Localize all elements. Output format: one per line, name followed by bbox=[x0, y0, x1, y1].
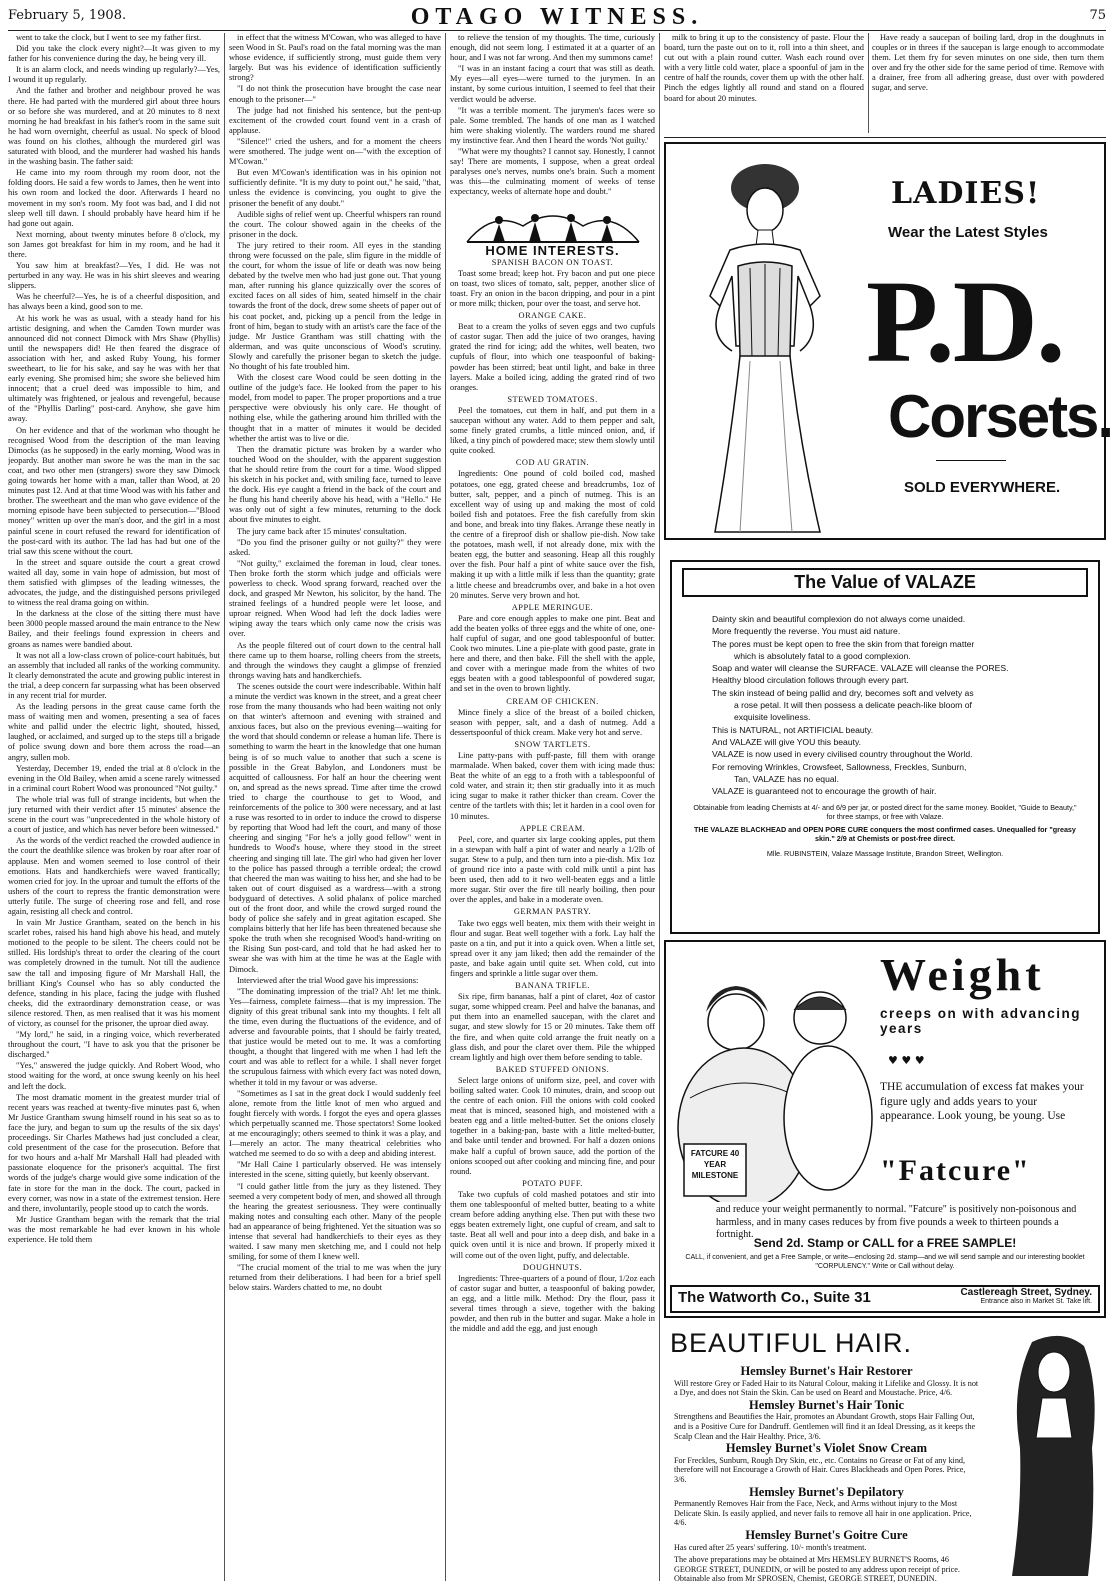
valaze-line: The skin instead of being pallid and dry, becomes soft and velvety as bbox=[712, 687, 974, 698]
fatcure-ad bbox=[664, 940, 1106, 1318]
section-rule bbox=[664, 137, 1106, 138]
company-name: The Watworth Co., Suite 31 bbox=[678, 1289, 871, 1306]
corset-lady-illustration bbox=[670, 146, 870, 536]
free-sample-offer: Send 2d. Stamp or CALL for a FREE SAMPLE! bbox=[753, 1236, 1017, 1250]
article-paragraph: "Do you find the prisoner guilty or not guilty?" they were asked. bbox=[229, 537, 441, 557]
article-paragraph: Audible sighs of relief went up. Cheerful whispers ran round the court. The colour showed again in the cheeks of the prisoner in the dock. bbox=[229, 209, 441, 239]
hair-ad-body bbox=[674, 1364, 979, 1584]
article-paragraph: But even M'Cowan's identification was in his opinion not sufficiently definite. "It is my duty to point out," he said, "that, unless the evidence is convincing, you ought to give the prisoner the benefit of any doubt." bbox=[229, 168, 441, 208]
article-paragraph: You saw him at breakfast?—Yes, I did. He was not perturbed in any way. He was in his shirt sleeves and wearing slippers. bbox=[8, 261, 220, 291]
article-paragraph: The whole trial was full of strange incidents, but when the jury returned with their verdict after 15 minutes' absence the scene in the court was "unprecedented in the whole history of a court of justice, and which has never before been witnessed." bbox=[8, 794, 220, 835]
hair-ad-chemist: Obtainable also from Mr SPROSEN, Chemist, GEORGE STREET, DUNEDIN. bbox=[674, 1574, 937, 1584]
issue-date: February 5, 1908. bbox=[8, 8, 127, 23]
pd-corsets-ad bbox=[664, 142, 1113, 540]
doughnut-text-part2: Have ready a saucepan of boiling lard, drop in the doughnuts in couples or in threes if the saucepan is large enough to accommodate them. Let them fry for seven minutes on one side, then turn them over and fry the other side for the same period of time. Remove with a drainer, free from all adhering grease, dust over with powdered sugar, and serve. bbox=[872, 33, 1104, 93]
article-paragraph: Mr Justice Grantham began with the remark that the trial was the most remarkable he had ever known in his whole experience. He told them bbox=[8, 1214, 220, 1244]
doughnut-text-part1: milk to bring it up to the consistency of paste. Flour the board, turn the paste out on to it, roll into a thin sheet, and cut out with a plain round cutter. Wash each round over with a very little cold water, place a spoonful of jam in the centre of half the rounds, cover them up with the other half. Pinch the edges lightly all round and stand on a floured board for about 20 minutes. bbox=[664, 33, 864, 103]
article-paragraph: With the closest care Wood could be seen dotting in the outline of the judge's face. He looked from the paper to his model, from model to paper. The proper proportions and a true perspective were obviously his only care. He thought of nothing else, while the gathering around him thrilled with the thought that in a matter of minutes it would be decided whether the artist was to live or die. bbox=[229, 373, 441, 443]
recipe-title: BANANA TRIFLE. bbox=[515, 981, 590, 991]
recipe-text: Beat to a cream the yolks of seven eggs and two cupfuls of castor sugar. Then add the juice of two oranges, having grated the rind for icing; add the whites, well beaten, two cupfuls of flour, into which one teaspoonful of baking-powder has been stirred; beat until light, and bake in three layers. Make a boiled icing, adding the grated rind of two oranges. bbox=[450, 322, 655, 392]
valaze-body bbox=[712, 613, 1070, 797]
column-divider bbox=[224, 33, 225, 1581]
recipe-title: GERMAN PASTRY. bbox=[513, 907, 592, 917]
recipe-title: CREAM OF CHICKEN. bbox=[506, 696, 599, 706]
article-paragraph: "Silence!" cried the ushers, and for a moment the cheers were smothered. The judge went on—"with the exception of M'Cowan." bbox=[229, 136, 441, 167]
article-paragraph: The judge had not finished his sentence, but the pent-up excitement of the crowded court found vent in a crash of applause. bbox=[229, 105, 441, 135]
article-paragraph: "The dominating impression of the trial? Ah! let me think. Yes—fairness, complete fairness—that is my impression. The dignity of this great tribunal sank into my thoughts. I felt all the time, even during the fluctuations of the evidence, and of adverse and favourable points, that I should be fairly treated, that justice would be meted out to me. It was a comforting thought, a thought that lingered with me when I had left the court and was able to reflect for a while. I shall never forget the scrupulous fairness with which every fact was noted down, whether it told in my favour or was adverse. bbox=[229, 986, 441, 1087]
recipe-text: Ingredients: Three-quarters of a pound of flour, 1/2oz each of castor sugar and butter, a teaspoonful of baking powder, an egg, and a little milk. Method: Dry the flour, pass it several times through a sieve, together with the baking powder, and then rub in the butter and sugar. Make a hole in the middle and add the egg, and just enough bbox=[450, 1273, 655, 1334]
fatcure-address-bar bbox=[670, 1285, 1100, 1313]
recipe-text: Mince finely a slice of the breast of a boiled chicken, season with pepper, salt, and a dash of nutmeg. Add a dessertspoonful of thick cream. Make very hot and serve. bbox=[450, 707, 655, 737]
sold-everywhere: SOLD EVERYWHERE. bbox=[904, 479, 1061, 496]
ornament-hearts: ♥ ♥ ♥ bbox=[888, 1054, 925, 1067]
fatcure-brand: "Fatcure" bbox=[880, 1154, 1031, 1187]
recipe-title: APPLE MERINGUE. bbox=[511, 602, 594, 612]
entrance-note: Entrance also in Market St. Take lift. bbox=[980, 1298, 1092, 1305]
valaze-line: For removing Wrinkles, Crowsfeet, Sallowness, Freckles, Sunburn, bbox=[712, 761, 967, 772]
corsets-word: Corsets. bbox=[888, 383, 1113, 450]
article-paragraph: On her evidence and that of the workman who thought he recognised Wood from the description of the man leaving Dimocks (as he supposed) in the early morning, Wood was in jeopardy. But another man swore he was the man in the sac coat, and two other men (strangers) swore they saw Dimock going towards her home with a man, taller than Wood, at 20 minutes past 12. And at that time Wood was with his father and brother. The sweetheart and the man who gave evidence of the morning episode have been subjected to persecution—"Blood money" written up over the man's door, and the girl in a most painful scene in court refused the reward for identification of the post-card with its author. The lad has had but one of the trial saw this scene without the court. bbox=[8, 425, 220, 556]
recipe-text: Six ripe, firm bananas, half a pint of claret, 4oz of castor sugar, some whipped cream. Peel and halve the bananas, and put them into an enamelled saucepan, with the claret and sugar, and stew slowly for 15 or 20 minutes. Take them off the fire, and when quite cold arrange the fruit neatly on a glass dish, and pour the claret over them. Pile the whipped cream lightly and high over them before sending to table. bbox=[450, 992, 655, 1062]
product-name: Hemsley Burnet's Hair Tonic bbox=[749, 1397, 904, 1412]
product-name: Hemsley Burnet's Depilatory bbox=[749, 1484, 904, 1499]
article-paragraph: to relieve the tension of my thoughts. The time, curiously enough, did not seem long. I estimated it at a quarter of an hour, and I was not far wrong. And then my summons came! bbox=[450, 33, 655, 63]
hair-ad-title: BEAUTIFUL HAIR. bbox=[670, 1328, 913, 1358]
product-name: Hemsley Burnet's Violet Snow Cream bbox=[725, 1441, 928, 1456]
article-paragraph: "I do not think the prosecution have brought the case near enough to the prisoner—" bbox=[229, 84, 441, 104]
recipe-title: DOUGHNUTS. bbox=[522, 1262, 583, 1272]
article-paragraph: Yesterday, December 19, ended the trial at 8 o'clock in the evening in the Old Bailey, when amid a scene rarely witnessed in a criminal court Robert Wood was pronounced "Not guilty." bbox=[8, 763, 220, 793]
domestic-scene-ornament bbox=[463, 202, 643, 246]
valaze-line: which is absolutely fatal to a good complexion. bbox=[734, 650, 911, 661]
recipe-text: Peel the tomatoes, cut them in half, and put them in a saucepan without any water. Add to them pepper and salt, some finely grated crumbs, a little minced onion, and, if liked, a tiny pinch of powdered mace; stew them slowly until quite cooked. bbox=[450, 405, 655, 456]
column-divider bbox=[868, 33, 869, 133]
article-paragraph: In vain Mr Justice Grantham, seated on the bench in his scarlet robes, raised his hand high above his head, and mutely motioned to the people to be silent. The cheers could not be stilled. His lordship's threat to order the clearing of the court was completely drowned in the tumult. Not till the audience saw the tall and imposing figure of Mr Marshall Hall, the brilliant King's Counsel who has so ably conducted the defence, standing in his place, facing the judge with flushed cheeks, did the extraordinary demonstration cease, or was silence restored. Then, as men realised that it was his moment of victory, as counsel for the prisoner, the uproar died away. bbox=[8, 918, 220, 1028]
recipe-text: Take two cupfuls of cold mashed potatoes and stir into them one tablespoonful of melted butter, beating to a white cream before adding anything else. Then put with these two eggs beaten extremely light, one cupful of cream, and salt to taste. Beat all well and pour into a deep dish, and bake in a quick oven until it is nice and brown. If properly mixed it will come out of the oven light, puffy, and delectable. bbox=[450, 1189, 655, 1260]
product-description: Has cured after 25 years' suffering. 10/- month's treatment. bbox=[674, 1542, 867, 1552]
ornament-rule bbox=[936, 460, 1006, 461]
article-paragraph: "The crucial moment of the trial to me was when the jury returned from their deliberations. I had been for a brief spell below stairs. Warders chatted to me, no doubt bbox=[229, 1263, 441, 1293]
article-paragraph: And the father and brother and neighbour proved he was there. He had parted with the murdered girl about three hours or so before she was murdered, and at 20 minutes to 8 next morning he had breakfast in his father's room in the same suit he had worn overnight, cheerful as usual. No speck of blood was found on his clothes, although the murdered girl was saturated with blood, and the murderer had washed his hands in the washing basin. The father said: bbox=[8, 86, 220, 167]
valaze-title: The Value of VALAZE bbox=[682, 568, 1088, 597]
recipe-title: SPANISH BACON ON TOAST. bbox=[491, 257, 614, 267]
creeps-line: creeps on with advancing years bbox=[880, 1006, 1082, 1036]
ladies-heading: LADIES! bbox=[891, 176, 1041, 211]
valaze-ad bbox=[670, 560, 1100, 934]
page-number: 75 bbox=[1089, 8, 1106, 23]
header-rule bbox=[8, 30, 1106, 31]
article-paragraph: "Not guilty," exclaimed the foreman in loud, clear tones. Then broke forth the storm which judge and officials were powerless to check. Wood sprang forward, reached over the dock, and grasped Mr Newton, his solicitor, by the hand. The strained feelings of a hundred people were let loose, and uproar reigned. When Wood had left the dock ladies were wiping away the tears which only came now the crisis was over. bbox=[229, 558, 441, 639]
recipe-text: Select large onions of uniform size, peel, and cover with boiling salted water. Cook 10 minutes, drain, and scoop out the centre of each onion. Fill the onions with cold cooked meat that is minced, seasoned high, and moistened with a beaten egg and a little melted-butter. Set the onions closely together in a baking-pan, baste with a little melted-butter, and bake until tender and browned. For half a dozen onions make half a cupful of brown sauce, add the portion of the onions scooped out after cooking and mincing fine, and pour round. bbox=[450, 1075, 655, 1176]
product-description: Permanently Removes Hair from the Face, Neck, and Arms without injury to the Most Delicate Skin. Is easily applied, and never fails to remove all hair in one application. Price, 4/6. bbox=[674, 1499, 972, 1528]
accumulation-text: THE accumulation of excess fat makes your figure ugly and adds years to your appearance. Look young, be young. Use bbox=[880, 1081, 1084, 1122]
article-paragraph: He came into my room through my room door, not the folding doors. He said a few words to James, then he went into his own room and locked the door. Afterwards I heard no movement in my son's room. My foot was bad, and I did not sleep well till dawn. I should probably have heard him if he had gone out again. bbox=[8, 168, 220, 228]
recipe-title: COD AU GRATIN. bbox=[515, 458, 590, 468]
valaze-availability: Obtainable from leading Chemists at 4/- and 6/9 per jar, or posted direct for the same money. Booklet, "Guide to Beauty," for three stamps, or free with Valaze. bbox=[693, 803, 1077, 822]
article-paragraph: In the darkness at the close of the sitting there must have been 3000 people massed around the main entrance to the New Bailey, and their feelings found expression in cheers and groans as names were bandied about. bbox=[8, 609, 220, 649]
article-paragraph: As the leading persons in the great cause came forth the mass of waiting men and women, presenting a sea of faces white and pallid under the electric light, shouted, hissed, laughed, or acclaimed, and surged up to the steps till a brigade of police swung down and bore them across the road—an angry, sullen mob. bbox=[8, 702, 220, 762]
product-description: Strengthens and Beautifies the Hair, promotes an Abundant Growth, stops Hair Falling Out, and is a Positive Cure for Dandruff. Gentlemen will find it an Ideal Dressing, as it keeps the Scalp Clean and the Hair Healthy. Price, 3/6. bbox=[674, 1412, 976, 1441]
fatcure-description: and reduce your weight permanently to normal. "Fatcure" is positively non-poisonous and harmless, and in many cases reduces by from five pounds a week to thirteen pounds a fortnight. bbox=[716, 1204, 1077, 1240]
valaze-line: exquisite loveliness. bbox=[734, 712, 811, 723]
recipe-title: ORANGE CAKE. bbox=[518, 311, 587, 321]
article-paragraph: The jury came back after 15 minutes' consultation. bbox=[237, 526, 407, 536]
valaze-address: Mlle. RUBINSTEIN, Valaze Massage Institute, Brandon Street, Wellington. bbox=[766, 849, 1004, 859]
article-paragraph: The scenes outside the court were indescribable. Within half a minute the verdict was known in the street, and a great cheer rose from the many thousands who had been waiting not only on that winter's afternoon and evening with strained and anxious faces, but also on the previous evening—waiting for the word that should condemn or release a human life. There is something to warm the heart in the knowledge that one human being is of so much value to another that such a scene is possible in the Great Babylon, and Londoners must be acquitted of callousness. For half an hour the cheering went on, and spread as the news spread. Time after time the crowd tried to charge the courthouse to get to Wood, and reinforcements of the police to 300 were necessary, and at last a ruse was resorted to in order to induce the crowd to disperse by reporting that Wood had left the court, and many of those cheering and singing "For he's a jolly good fellow" went in hundreds to Wood's house, where they stood in the street cheering and singing till late. The girl who had given her lover to the police has passed through a terrible ordeal; the crowd that cheered the man was waiting to hiss her, and she had to be taken out of court disguised as a wardress—with a strong bodyguard of detectives. A solid phalanx of police marched out of the front door, and while the crowd surged round the body of police she safely and in great agitation escaped. She complains bitterly that her life has been threatened because she spoke the truth when she recognised Wood's hand-writing on the Rising Sun post-card, and told that he had asked her to swear she was with him at the time he was at the Eagle with Dimock. bbox=[229, 681, 441, 974]
recipe-title: STEWED TOMATOES. bbox=[507, 394, 598, 404]
pd-brand: P.D. bbox=[866, 256, 1064, 387]
long-hair-woman-illustration bbox=[992, 1328, 1104, 1578]
street-address: Castlereagh Street, Sydney. bbox=[960, 1287, 1092, 1298]
recipe-title: SNOW TARTLETS. bbox=[514, 739, 591, 749]
recipe-text: Peel, core, and quarter six large cooking apples, put them in a stewpan with half a pint of water and nearly a 1/2lb of sugar. Stew to a pulp, and then turn into a pie-dish. Mix 1oz of ground rice into a paste with cold milk until a pint has been used, then add to it two well-beaten eggs and a little more sugar. Stir over the fire till nearly boiling, then pour over the apples, and bake in a moderate oven. bbox=[450, 834, 655, 905]
article-paragraph: Was he cheerful?—Yes, he is of a cheerful disposition, and has always been a kind, good son to me. bbox=[8, 292, 220, 312]
article-paragraph: The most dramatic moment in the greatest murder trial of recent years was reached at twenty-five minutes past 6, when Mr Justice Grantham swung himself round in his seat so as to face the jury, and began to sum up the results of the six days' proceedings. Sir Charles Mathews had just concluded a clear, cold presentment of the case for the prosecution. Before that for two hours and a-half Mr Marshall Hall had pleaded with passionate eloquence for the prisoner's acquittal. The first words of the judge's charge would give some indication of the fate in store for the man in the dock. The court, packed in every corner, was now in a state of the extremest tension. Here and there, involuntarily, people stood up to catch the words. bbox=[8, 1092, 220, 1213]
valaze-line: Soap and water will cleanse the SURFACE. VALAZE will cleanse the PORES. bbox=[712, 663, 1009, 674]
hair-ad-stockist: The above preparations may be obtained at Mrs HEMSLEY BURNET'S Rooms, 46 GEORGE STREET, DUNEDIN, or will be posted to any address upon receipt of price. bbox=[674, 1555, 960, 1574]
page-header bbox=[8, 2, 1106, 30]
article-paragraph: "Sometimes as I sat in the great dock I would suddenly feel alone, remote from the little knot of men who argued and fought fiercely with words. I forgot the eyes and opera glasses which perpetually scanned me. Those spectators! Some looked at me encouragingly; others seemed to think it was a play, and I—merely an actor. The many theatrical celebrities who watched me seemed to do so with a deep and abiding interest. bbox=[229, 1088, 441, 1159]
valaze-line: More frequently the reverse. You must aid nature. bbox=[712, 626, 901, 637]
article-paragraph: "It was a terrible moment. The jurymen's faces were so pale. Some trembled. The hands of one man as I watched him were shaking violently. The warders round me shared my instinctive fear. And then I heard the words 'Not guilty.' bbox=[450, 105, 655, 145]
beautiful-hair-ad bbox=[664, 1326, 1106, 1584]
article-paragraph: "Mr Hall Caine I particularly observed. He was intensely interested in the scene, sitting quietly, but keenly observant. bbox=[229, 1160, 441, 1180]
valaze-line: And VALAZE will give YOU this beauty. bbox=[712, 736, 862, 747]
masthead: OTAGO WITNESS. bbox=[410, 4, 704, 30]
article-paragraph: went to take the clock, but I went to see my father first. bbox=[16, 33, 202, 42]
article-paragraph: Then the dramatic picture was broken by a warder who touched Wood on the shoulder, with the apparent suggestion that he should retire from the court for a time. Wood slipped his sketch in his pocket and, with smiling face, turned to leave the dock. His eye caught a friend in the back of the court and he flung his hand cheerily above his head, with a "Hello." He was only out of sight a few minutes, returning to the dock about five minutes to eight. bbox=[229, 444, 441, 525]
article-paragraph: in effect that the witness M'Cowan, who was alleged to have seen Wood in St. Paul's road on the fatal morning was the man whose evidence, if sufficiently strong, must guide them very largely. But was his evidence of identification sufficiently strong? bbox=[229, 33, 441, 83]
weight-heading: Weight bbox=[880, 949, 1045, 1000]
product-name: Hemsley Burnet's Goitre Cure bbox=[745, 1527, 908, 1542]
article-paragraph: The jury retired to their room. All eyes in the standing throng were focussed on the pale, slim figure in the middle of the court, for whom the issue of life or death was now being debated by the twelve men who had just gone out. That young man, after running his glance quizzically over the scores of excited faces on all sides of him, seated himself in the chair towards the front of the dock, drew some sheets of paper out of his coat pocket, and, picking up a pencil from the ledge in front of him, began to study with an artist's care the face of the judge. Mr Justice Grantham was still chatting with the alderman, and was quite unconscious of Wood's scrutiny. Slowly and carefully the prisoner began to sketch the judge. No thought of his fate troubled him. bbox=[229, 240, 441, 371]
article-paragraph: Next morning, about twenty minutes before 8 o'clock, my son James got breakfast for him in my room, and he had it there. bbox=[8, 229, 220, 259]
valaze-line: a rose petal. It will then possess a delicate peach-like bloom of bbox=[734, 700, 972, 711]
recipe-text: Take two eggs well beaten, mix them with their weight in flour and sugar. Beat well together with a fork. Lay half the paste on a tin, and put it into a quick oven. When a little set, spread over it any jam liked; then add the remainder of the paste, and bake again until quite set. When cold, cut into fingers and sprinkle a little sugar over them. bbox=[450, 918, 655, 978]
column-divider bbox=[445, 33, 446, 1581]
recipe-text: Toast some bread; keep hot. Fry bacon and put one piece on toast, two slices of tomato, salt, pepper, another slice of toast. Fry an onion in the bacon dripping, and pour in a pint or more milk; thicken, pour over the toast, and serve hot. bbox=[450, 268, 655, 308]
article-paragraph: Did you take the clock every night?—It was given to my father for his convenience during the day, he being very ill. bbox=[8, 44, 220, 64]
column-4-top bbox=[664, 33, 864, 133]
valaze-blackhead-cure: THE VALAZE BLACKHEAD and OPEN PORE CURE conquers the most confirmed cases. Unequalled for "greasy skin." 2/9 at Chemists or post-free direct. bbox=[694, 825, 1076, 844]
recipe-text: Line patty-pans with puff-paste, fill them with orange marmalade. When baked, cover them with icing made thus: Beat the white of an egg to a froth with a tablespoonful of cold water, and strain it; then stir gradually into it as much icing sugar to make it rather thicker than cream. Cover the centre of the tartlets with this; let it harden in a cool oven for 10 minutes. bbox=[450, 751, 655, 821]
latest-styles-line: Wear the Latest Styles bbox=[888, 224, 1048, 241]
article-paragraph: It is an alarm clock, and needs winding up regularly?—Yes, I wound it up regularly. bbox=[8, 65, 220, 85]
article-paragraph: "What were my thoughts? I cannot say. Honestly, I cannot say! There are moments, I suppose, when a great ordeal paralyses one's nerves, numbs one's brain. Such a moment was this—the culminating moment of weeks of tense expectancy, weeks of alternate hope and doubt." bbox=[450, 147, 655, 197]
recipe-text: Ingredients: One pound of cold boiled cod, mashed potatoes, one egg, grated cheese and breadcrumbs, 1oz of butter, salt, pepper, and a pinch of nutmeg. This is an excellent way of using up and making the most of cold boiled fish and potatoes. Free the fish carefully from skin and bone, and break into tiny flakes. Arrange these neatly in the centre of a fireproof dish or shallow pie-dish. Now take the potatoes, mash well, if not already done, mix with the beaten egg, the butter and seasoning. Heap all this roughly over the fish. Pour half a pint of white sauce over the fish, making it up with a little milk if less than the quantity; grate a little cheese and breadcrumbs over, and bake in a hot oven 20 minutes. Serve very brown and hot. bbox=[450, 469, 655, 600]
product-name: Hemsley Burnet's Hair Restorer bbox=[740, 1364, 913, 1378]
column-3 bbox=[450, 33, 655, 1581]
fatcure-instructions: CALL, if convenient, and get a Free Sample, or write—enclosing 2d. stamp—and we will send sample and our interesting booklet "CORPULENCY." Write or Call without delay. bbox=[685, 1254, 1085, 1270]
valaze-line: Tan, VALAZE has no equal. bbox=[734, 773, 839, 784]
recipe-text: Pare and core enough apples to make one pint. Beat and add the beaten yolks of three eggs and the white of one, one-half cupful of sugar, and one good tablespoonful of butter. Cook two minutes. Line a pie-plate with good paste, grate in here and there, and then bake. Fill the shell with the apple, and cover with a meringue made from the whites of two eggs beaten with a good tablespoonful of powdered sugar, and set in the oven to brown lightly. bbox=[450, 613, 655, 694]
recipe-title: BAKED STUFFED ONIONS. bbox=[495, 1064, 610, 1074]
recipe-title: POTATO PUFF. bbox=[522, 1178, 583, 1188]
column-divider bbox=[659, 33, 660, 1581]
article-paragraph: As the people filtered out of court down to the central hall there came up to them hoarse, rolling cheers from the streets, and through the windows they caught a glimpse of frenzied throngs waving hats and handkerchiefs. bbox=[229, 640, 441, 680]
article-paragraph: "I was in an instant facing a court that was still as death. My eyes—all eyes—were turned to the jurymen. In an instant, by some curious intuition, I seemed to feel that their verdict would be adverse. bbox=[450, 64, 655, 104]
article-paragraph: "Yes," answered the judge quickly. And Robert Wood, who stood waiting for the word, at once swung keenly on his heel and left the dock. bbox=[8, 1061, 220, 1091]
product-description: Will restore Grey or Faded Hair to its Natural Colour, making it Lifelike and Glossy. It is not a Dye, and does not Stain the Skin. Can be used on Beard and Moustache. Price, 4/6. bbox=[674, 1378, 979, 1398]
article-paragraph: Interviewed after the trial Wood gave his impressions: bbox=[237, 975, 419, 985]
article-paragraph: At his work he was as usual, with a steady hand for his artistic designing, and when the Camden Town murder was announced did not connect Dimock with Mrs Shaw (Phyllis) until the newspapers did! He then feared the disgrace of association with her, and asked Ruby Young, his former sweetheart, to lie for his sake, and say he was with her that early evening. She promised him; she swore she believed him innocent; that a cruel deed was impossible to him, and ultimately was frightened, or jealous and revengeful, because of the "Phyllis Darling" post-card. Anyhow, she gave him away. bbox=[8, 313, 220, 424]
valaze-line: This is NATURAL, not ARTIFICIAL beauty. bbox=[712, 724, 874, 735]
article-paragraph: In the street and square outside the court a great crowd waited all day, some in vain hope of admission, but most of them satisfied with glimpses of the leading witnesses, the advocates, the judge, and the distinguished persons privileged to witness the real drama going on within. bbox=[8, 557, 220, 608]
valaze-line: VALAZE is now used in every civilised country throughout the World. bbox=[712, 749, 973, 760]
valaze-line: Healthy blood circulation follows through every part. bbox=[712, 675, 909, 686]
article-paragraph: As the words of the verdict reached the crowded audience in the court the deathlike silence was broken by roar after roar of applause. Men and women seemed to lose control of their emotions. Hats and handkerchiefs were waved frantically; women cried for joy. In the uproar and tumult the efforts of the ushers of the court to repress the frantic demonstration were utterly futile. The surge of cheering rose and fell, and rose again, resisting all check and control. bbox=[8, 836, 220, 916]
home-interests-banner bbox=[450, 202, 655, 256]
article-paragraph: "My lord," he said, in a ringing voice, which reverberated throughout the court, "I have to ask you that the prisoner be discharged." bbox=[8, 1030, 220, 1060]
product-description: For Freckles, Sunburn, Rough Dry Skin, etc., etc. Contains no Grease or Fat of any kind, therefore will not Encourage a Growth of Hair. Cures Blackheads and Open Pores. Price, 3/6. bbox=[674, 1455, 966, 1484]
valaze-line: The pores must be kept open to free the skin from that foreign matter bbox=[712, 638, 975, 649]
column-5-top bbox=[872, 33, 1104, 133]
article-paragraph: "I could gather little from the jury as they listened. They seemed a very competent body of men, and showed all through the hearing the greatest seriousness. They were continually making notes and consulting each other. Many of the people had an appearance of being frightened. Yet the situation was so intense that several had handkerchiefs to their eyes as they waited. I saw many men sketching me, and I could not help smiling, for some of them I knew well. bbox=[229, 1181, 441, 1262]
article-paragraph: It was not all a low-class crown of police-court habitués, but an assembly that included all ranks of the working community. It clearly demonstrated the acute and growing public interest in the trial, a deep concern far surpassing what has been observed in any recent trial for murder. bbox=[8, 650, 220, 700]
milestone-text: FATCURE 40 YEAR MILESTONE bbox=[690, 1149, 740, 1180]
column-2 bbox=[229, 33, 441, 1581]
valaze-line: VALAZE is guaranteed not to encourage the growth of hair. bbox=[712, 786, 937, 797]
valaze-line: Dainty skin and beautiful complexion do not always come unaided. bbox=[712, 614, 966, 624]
recipe-title: APPLE CREAM. bbox=[519, 823, 586, 833]
section-heading: HOME INTERESTS. bbox=[485, 242, 620, 258]
column-1 bbox=[8, 33, 220, 1581]
